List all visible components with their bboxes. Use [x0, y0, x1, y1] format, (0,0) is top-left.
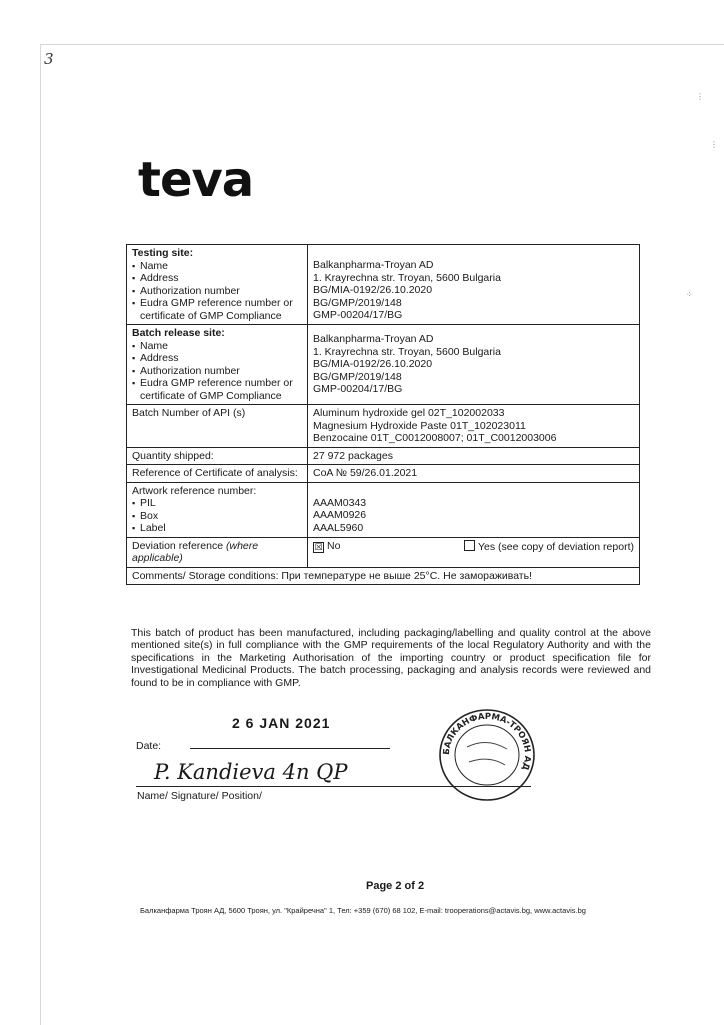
checkbox-empty-icon — [464, 540, 475, 551]
quantity-label: Quantity shipped: — [127, 447, 308, 465]
batch-api-value: Magnesium Hydroxide Paste 01T_102023011 — [313, 419, 526, 432]
batch-release-gmp-ref-2: GMP-00204/17/BG — [313, 383, 403, 395]
scan-artifact: ⋮ — [696, 92, 704, 101]
batch-release-label-address: ▪ Address — [132, 352, 302, 365]
testing-site-name: Balkanpharma-Troyan AD — [313, 259, 434, 271]
artwork-row — [127, 482, 640, 537]
deviation-no-option: No — [327, 539, 341, 552]
teva-logo: teva — [138, 152, 254, 208]
testing-site-heading: Testing site: — [132, 247, 194, 259]
batch-release-gmp-ref-1: BG/GMP/2019/148 — [313, 370, 402, 383]
testing-site-label-authorization: ▪ Authorization number — [132, 285, 302, 298]
quantity-row — [127, 447, 640, 465]
artwork-value-pil: AAAM0343 — [313, 496, 367, 509]
date-line — [190, 748, 390, 749]
testing-site-gmp-ref-2: GMP-00204/17/BG — [313, 309, 403, 321]
artwork-label-box: ▪ Box — [132, 510, 302, 523]
testing-site-label-address: ▪ Address — [132, 272, 302, 285]
deviation-label-note: (where applicable) — [132, 539, 259, 564]
footer-contact: Балканфарма Троян АД, 5600 Троян, ул. "Крайречна" 1, Тел: +359 (670) 68 102, E-mail: trooperations@actavis.bg, www.actavis.bg — [140, 906, 586, 915]
testing-site-address: 1. Krayrechna str. Troyan, 5600 Bulgaria — [313, 271, 501, 284]
signature-label: Name/ Signature/ Position/ — [137, 790, 262, 802]
svg-text:P. Kandieva 4n QP: P. Kandieva 4n QP — [154, 760, 348, 784]
company-seal — [437, 707, 537, 803]
batch-api-value: Benzocaine 01T_C0012008007; 01T_C0012003006 — [313, 432, 557, 444]
deviation-label: Deviation reference — [132, 539, 224, 552]
handwritten-signature — [152, 755, 382, 787]
batch-api-value: Aluminum hydroxide gel 02T_102002033 — [313, 407, 505, 419]
batch-release-address: 1. Krayrechna str. Troyan, 5600 Bulgaria — [313, 345, 501, 358]
certificate-value: CoA № 59/26.01.2021 — [308, 465, 640, 483]
batch-release-label-name: ▪ Name — [132, 340, 302, 353]
comments-row — [127, 567, 640, 585]
testing-site-row — [127, 245, 640, 325]
date-label: Date: — [136, 740, 162, 752]
batch-api-label: Batch Number of API (s) — [127, 405, 308, 448]
page-number: Page 2 of 2 — [366, 880, 425, 892]
artwork-value-label: AAAL5960 — [313, 521, 364, 534]
gmp-compliance-statement: This batch of product has been manufactured, including packaging/labelling and quality control at the above mentioned site(s) in full compliance with the GMP requirements of the local Regulatory Authority and with the specifications in the Marketing Authorisation of the importing country or product specification file for Investigational Medicinal Products. The batch processing, packaging and analysis records were reviewed and found to be in compliance with GMP. — [131, 626, 651, 689]
batch-release-site-row — [127, 325, 640, 405]
artwork-label-label: ▪ Label — [132, 522, 302, 535]
testing-site-gmp-ref-1: BG/GMP/2019/148 — [313, 296, 402, 309]
scan-artifact: ⁘ — [686, 290, 693, 299]
batch-release-heading: Batch release site: — [132, 327, 225, 339]
batch-release-authorization: BG/MIA-0192/26.10.2020 — [313, 358, 433, 370]
certificate-label: Reference of Certificate of analysis: — [127, 465, 308, 483]
artwork-heading: Artwork reference number: — [132, 484, 257, 497]
testing-site-label-name: ▪ Name — [132, 260, 302, 273]
batch-release-name: Balkanpharma-Troyan AD — [313, 333, 434, 345]
scan-artifact: ⋮ — [710, 140, 718, 149]
batch-release-label-gmp: ▪ Eudra GMP reference number or certificate of GMP Compliance — [132, 377, 302, 402]
deviation-yes-option: Yes (see copy of deviation report) — [477, 540, 634, 553]
artwork-label-pil: ▪ PIL — [132, 497, 302, 510]
handwritten-page-mark: 3 — [44, 50, 54, 68]
deviation-row — [127, 537, 640, 567]
certificate-row — [127, 465, 640, 483]
batch-release-label-authorization: ▪ Authorization number — [132, 365, 302, 378]
svg-text:БАЛКАНФАРМА-ТРОЯН АД: БАЛКАНФАРМА-ТРОЯН АД — [441, 711, 533, 772]
quantity-value: 27 972 packages — [308, 447, 640, 465]
artwork-value-box: AAAM0926 — [313, 509, 367, 521]
comments-storage-conditions: Comments/ Storage conditions: При температуре не выше 25°C. Не замораживать! — [127, 567, 640, 585]
testing-site-label-gmp: ▪ Eudra GMP reference number or certificate of GMP Compliance — [132, 297, 302, 322]
checkbox-checked-icon: ☒ — [314, 541, 323, 552]
date-stamp: 2 6 JAN 2021 — [232, 715, 331, 731]
testing-site-authorization: BG/MIA-0192/26.10.2020 — [313, 284, 433, 296]
batch-api-row — [127, 405, 640, 448]
certificate-table — [126, 244, 640, 585]
